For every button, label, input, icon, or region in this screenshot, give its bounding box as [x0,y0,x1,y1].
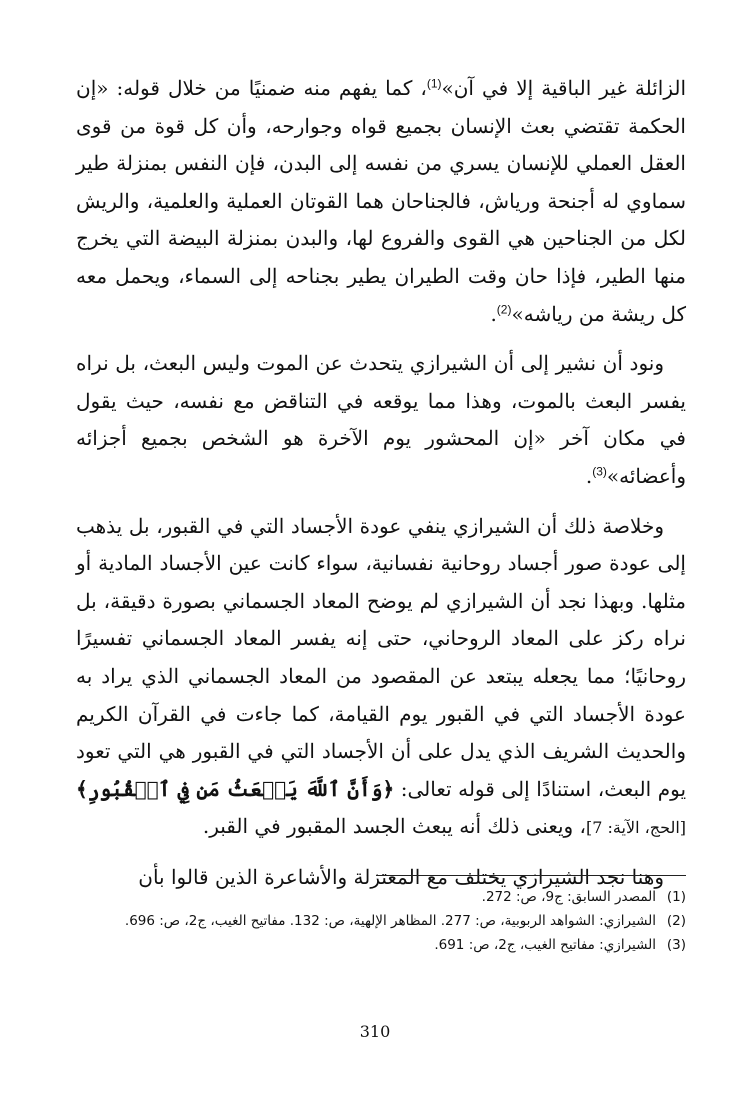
footnote-number: (3) [666,937,686,953]
paragraph-3-text-a: وخلاصة ذلك أن الشيرازي ينفي عودة الأجساد التي في القبور، بل يذهب إلى عودة صور أجساد روحانية نفسانية، سواء كانت عين الأجساد المادية أو مثلها. وبهذا نجد أن الشيرازي لم يوضح المعاد الجسماني بصورة دقيقة، بل نراه ركز على المعاد الروحاني، حتى إنه يفسر المعاد الجسماني تفسيرًا روحانيًا؛ مما يجعله يبتعد عن المقصود من المعاد الجسماني الذي يراد به عودة الأجساد التي في القبور يوم القيامة، كما جاءت في القرآن الكريم والحديث الشريف الذي يدل على أن الأجساد التي في القبور هي التي تعود يوم البعث، استنادًا إلى قوله تعالى: [76,513,687,801]
paragraph-2 [76,345,686,495]
footnote-number: (1) [666,889,686,905]
footnote-number: (2) [666,913,686,929]
paragraph-3 [76,508,686,847]
page-number: 310 [359,1022,391,1041]
main-text [76,70,686,908]
footnote-3 [76,933,686,957]
footnote-ref-2: (2) [496,301,512,316]
paragraph-2-text-b: . [585,463,593,488]
paragraph-3-text-b: ، ويعنى ذلك أنه يبعث الجسد المقبور في القبر. [202,814,587,839]
paragraph-1-text-c: . [490,301,497,326]
paragraph-4-text-a: وهنا نجد الشيرازي يختلف مع المعتزلة والأشاعرة الذين قالوا بأن [138,864,664,889]
footnote-text: المصدر السابق: ج9، ص: 272. [481,889,656,905]
quran-verse: ﴿وَأَنَّ ٱللَّهَ يَبۡعَثُ مَن فِي ٱلۡقُبُورِ﴾ [76,776,395,801]
paragraph-1-text-b: ، كما يفهم منه ضمنيًا من خلال قوله: «إن الحكمة تقتضي بعث الإنسان بجميع قواه وجوارحه، وأن كل قوة من قوى العقل العملي للإنسان يسري من نفسه إلى البدن، فإن النفس بمنزلة طير سماوي له أجنحة ورياش، فالجناحان هما القوتان العملية والعلمية، والريش لكل من الجناحين هي القوى والفروع لها، والبدن بمنزلة البيضة التي يخرج منها الطير، فإذا حان وقت الطيران يطير بجناحه إلى السماء، ويحمل معه كل ريشة من رياشه» [76,76,686,326]
footnote-divider [376,875,686,876]
footnotes [76,885,686,957]
paragraph-2-text-a: ونود أن نشير إلى أن الشيرازي يتحدث عن الموت وليس البعث، بل نراه يفسر البعث بالموت، وهذا مما يوقعه في التناقض مع نفسه، حيث يقول في مكان آخر «إن المحشور يوم الآخرة هو الشخص بجميع أجزائه وأعضائه» [76,351,686,488]
footnote-text: الشيرازي: الشواهد الربوبية، ص: 277. المظاهر الإلهية، ص: 132. مفاتيح الغيب، ج2، ص: 696. [124,913,656,929]
footnote-2 [76,909,686,933]
paragraph-1 [76,70,686,333]
footnote-ref-1: (1) [426,76,442,91]
paragraph-1-text-a: الزائلة غير الباقية إلا في آن» [441,76,687,100]
footnote-1 [76,885,686,909]
verse-reference: [الحج، الآية: 7] [586,818,686,838]
footnote-ref-3: (3) [592,464,607,479]
footnote-text: الشيرازي: مفاتيح الغيب، ج2، ص: 691. [434,937,656,953]
